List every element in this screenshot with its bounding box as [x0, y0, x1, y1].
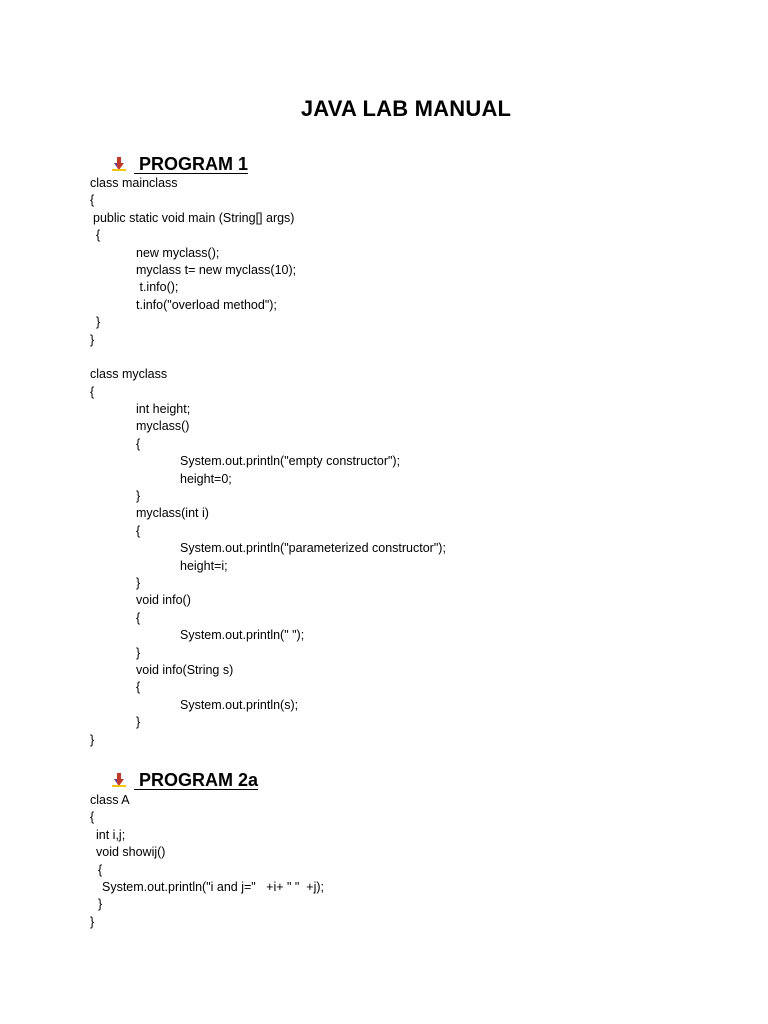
- program-1-heading-text: PROGRAM 1: [134, 153, 249, 174]
- code-line: }: [90, 332, 95, 347]
- code-line: {: [136, 436, 141, 451]
- code-line: {: [96, 228, 101, 243]
- code-line: new myclass();: [136, 245, 220, 260]
- program-1-heading: [112, 153, 248, 175]
- program-2a-heading: [112, 769, 258, 791]
- code-line: class A: [90, 793, 130, 807]
- code-line: System.out.println("parameterized constructor");: [180, 541, 446, 556]
- code-line: }: [136, 489, 141, 504]
- program-1-code-block: [90, 175, 446, 749]
- code-line: t.info();: [136, 280, 179, 295]
- code-line: {: [136, 610, 141, 625]
- code-line: public static void main (String[] args): [93, 210, 295, 225]
- code-line: }: [90, 732, 95, 747]
- program-2a-code-block: [90, 792, 324, 931]
- code-line: {: [90, 810, 95, 825]
- code-line: System.out.println("i and j=" +i+ " " +j);: [102, 879, 325, 894]
- code-line: System.out.println(" ");: [180, 628, 305, 643]
- code-line: int i,j;: [96, 827, 126, 842]
- code-line: myclass(int i): [136, 506, 209, 521]
- document-title: JAVA LAB MANUAL: [300, 96, 512, 121]
- code-line: }: [136, 575, 141, 590]
- code-line: }: [136, 645, 141, 660]
- code-line: {: [136, 523, 141, 538]
- code-line: {: [90, 384, 95, 399]
- code-line: [90, 349, 446, 366]
- code-line: class mainclass: [90, 176, 178, 190]
- arrow-bullet-icon: [112, 157, 126, 171]
- code-line: }: [90, 914, 95, 929]
- code-line: }: [136, 715, 141, 730]
- code-line: height=i;: [180, 558, 228, 573]
- code-line: void showij(): [96, 845, 166, 860]
- code-line: void info(String s): [136, 662, 234, 677]
- code-line: }: [96, 315, 101, 330]
- program-2a-heading-text: PROGRAM 2a: [134, 769, 259, 790]
- code-line: System.out.println("empty constructor");: [180, 454, 401, 469]
- code-line: int height;: [136, 402, 191, 417]
- code-line: }: [98, 897, 103, 912]
- code-line: height=0;: [180, 471, 232, 486]
- code-line: myclass(): [136, 419, 190, 434]
- code-line: {: [90, 193, 95, 208]
- code-line: void info(): [136, 593, 191, 608]
- code-line: class myclass: [90, 367, 168, 382]
- code-line: t.info("overload method");: [136, 297, 277, 312]
- code-line: {: [98, 862, 103, 877]
- code-line: {: [136, 680, 141, 695]
- arrow-bullet-icon: [112, 773, 126, 787]
- code-line: myclass t= new myclass(10);: [136, 262, 297, 277]
- code-line: System.out.println(s);: [180, 697, 299, 712]
